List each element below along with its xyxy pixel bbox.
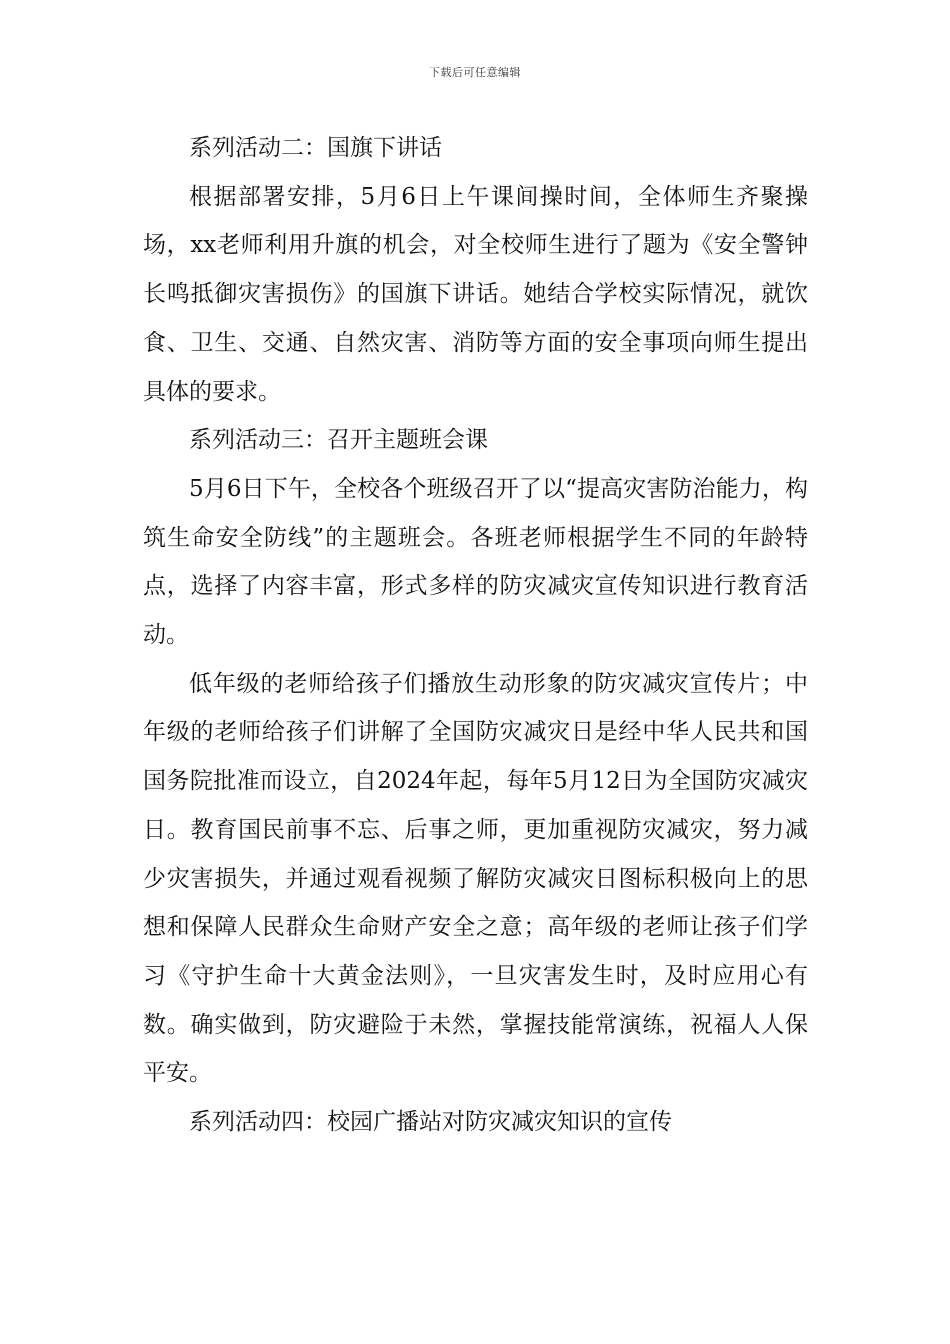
section-heading-activity-4: 系列活动四：校园广播站对防灾减灾知识的宣传 — [189, 1109, 672, 1136]
section-heading-activity-3: 系列活动三：召开主题班会课 — [189, 427, 488, 454]
paragraph-grade-activities: 低年级的老师给孩子们播放生动形象的防灾减灾宣传片；中年级的老师给孩子们讲解了全国防灾减灾日是经中华人民共和国国务院批准而设立，自2024年起，每年5月12日为全国防灾减灾日。教育国民前事不忘、后事之师，更加重视防灾减灾，努力减少灾害损失，并通过观看视频了解防灾减灾日图标积极向上的思想和保障人民群众生命财产安全之意；高年级的老师让孩子们学习《守护生命十大黄金法则》，一旦灾害发生时，及时应用心有数。确实做到，防灾避险于未然，掌握技能常演练，祝福人人保平安。 — [143, 670, 808, 1087]
section-heading-activity-2: 系列活动二：国旗下讲话 — [189, 135, 442, 161]
paragraph-class-meeting: 5月6日下午，全校各个班级召开了以“提高灾害防治能力，构筑生命安全防线”的主题班会。各班老师根据学生不同的年龄特点，选择了内容丰富，形式多样的防灾减灾宣传知识进行教育活动。 — [143, 475, 808, 649]
paragraph-flag-speech: 根据部署安排，5月6日上午课间操时间，全体师生齐聚操场，xx老师利用升旗的机会，对全校师生进行了题为《安全警钟长鸣抵御灾害损伤》的国旗下讲话。她结合学校实际情况，就饮食、卫生、交通、自然灾害、消防等方面的安全事项向师生提出具体的要求。 — [143, 183, 808, 405]
document-body — [143, 124, 808, 1147]
page-header: 下载后可任意编辑 — [429, 66, 521, 79]
